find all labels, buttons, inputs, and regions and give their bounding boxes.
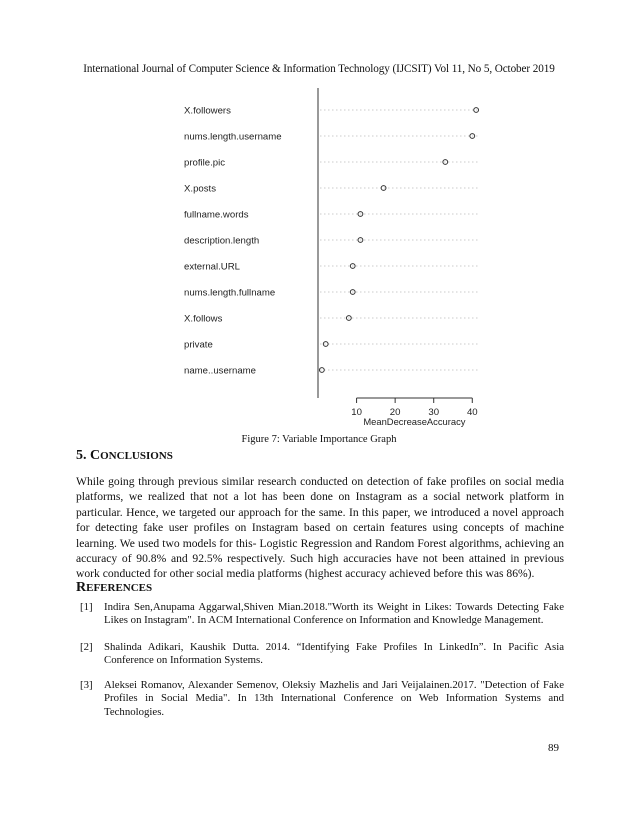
reference-number: [3]	[80, 679, 93, 691]
category-label: X.follows	[184, 313, 223, 325]
category-label: X.posts	[184, 183, 216, 195]
variable-importance-chart	[150, 80, 490, 430]
category-label: description.length	[184, 235, 260, 247]
figure-caption: Figure 7: Variable Importance Graph	[241, 434, 397, 445]
reference-item	[80, 601, 564, 628]
chart-svg	[150, 80, 490, 430]
category-label: name..username	[184, 365, 256, 377]
x-tick-label: 40	[466, 407, 478, 418]
reference-item	[80, 679, 564, 719]
reference-text: Indira Sen,Anupama Aggarwal,Shiven Mian.2018."Worth its Weight in Likes: Towards Detecting Fake Likes on Instagram". In ACM International Conference on Information and Knowledge Management.	[104, 601, 564, 627]
category-label: private	[184, 339, 213, 351]
reference-number: [2]	[80, 641, 93, 653]
x-tick-label: 30	[428, 407, 440, 418]
reference-item	[80, 641, 564, 668]
category-label: X.followers	[184, 105, 231, 117]
page-number: 89	[548, 742, 559, 754]
section-title-first: C	[90, 448, 101, 463]
section-title-rest: ONCLUSIONS	[100, 450, 173, 462]
section-title	[76, 448, 173, 464]
category-label: nums.length.username	[184, 131, 282, 143]
conclusions-paragraph: While going through previous similar research conducted on detection of fake profiles on social media platforms, we realized that not a lot has been done on Instagram as a social network platform in particular. Hence, we targeted our approach for the same. In this paper, we introduced a novel approach for detecting fake user profiles on Instagram based on certain features using concepts of machine learning. We used two models for this- Logistic Regression and Random Forest algorithms, achieving an accuracy of 90.8% and 92.5% respectively. Such high accuracies have not been attained in previous work conducted for other social media platforms (highest accuracy achieved before this was 86%).	[76, 475, 564, 581]
category-label: external.URL	[184, 261, 240, 273]
running-header: International Journal of Computer Science & Information Technology (IJCSIT) Vol 11, No 5, October 2019	[83, 63, 555, 75]
x-axis-label: MeanDecreaseAccuracy	[363, 416, 466, 427]
reference-number: [1]	[80, 601, 93, 613]
category-label: profile.pic	[184, 157, 226, 169]
references-title	[76, 580, 152, 596]
category-label: nums.length.fullname	[184, 287, 276, 299]
x-tick-label: 20	[389, 407, 401, 418]
references-title-rest: EFERENCES	[86, 582, 153, 594]
category-label: fullname.words	[184, 209, 249, 221]
reference-text: Shalinda Adikari, Kaushik Dutta. 2014. “Identifying Fake Profiles In LinkedIn”. In Pacific Asia Conference on Information Systems.	[104, 641, 564, 667]
section-number: 5.	[76, 448, 87, 463]
x-tick-label: 10	[351, 407, 362, 418]
references-title-first: R	[76, 580, 87, 595]
reference-text: Aleksei Romanov, Alexander Semenov, Oleksiy Mazhelis and Jari Veijalainen.2017. "Detection of Fake Profiles in Social Media". In 13th International Conference on Web Information Systems and Technologies.	[104, 679, 564, 718]
